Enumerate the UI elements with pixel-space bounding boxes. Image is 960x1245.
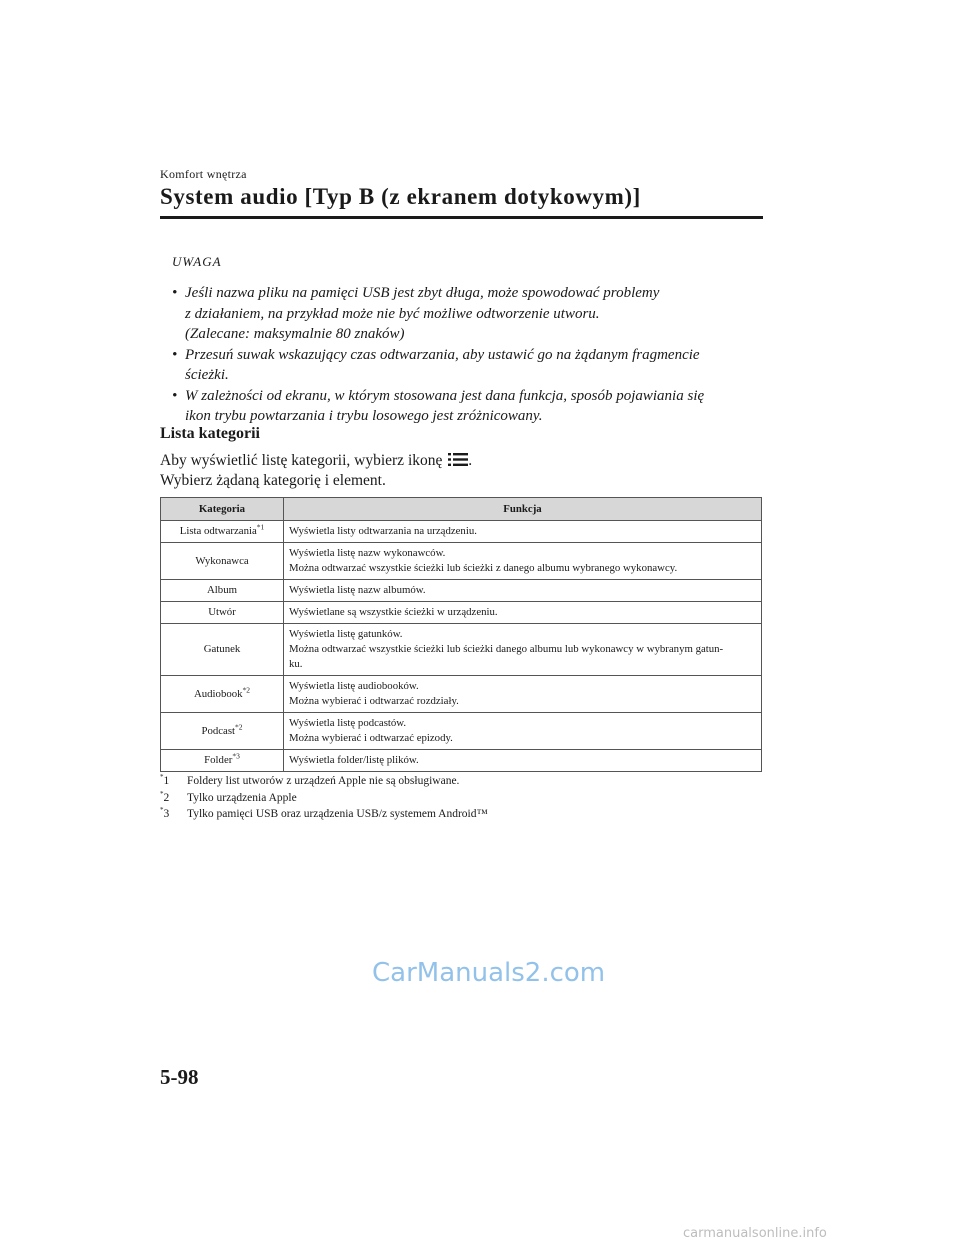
- category-name: Audiobook: [193, 687, 243, 700]
- category-cell: [161, 676, 284, 713]
- table-row: [161, 521, 762, 543]
- table-header-row: [161, 498, 762, 521]
- function-line: Wyświetla listę podcastów.: [289, 717, 407, 729]
- function-line: Można wybierać i odtwarzać rozdziały.: [289, 695, 459, 707]
- function-cell: [284, 580, 762, 602]
- footnotes: [160, 773, 488, 823]
- function-line: Wyświetla listę nazw wykonawców.: [289, 547, 446, 559]
- footnote-ref: *2: [242, 684, 251, 694]
- category-cell: [161, 521, 284, 543]
- category-cell: [161, 750, 284, 772]
- note-line: (Zalecane: maksymalnie 80 znaków): [185, 326, 405, 342]
- table-row: [161, 602, 762, 624]
- function-line: Można odtwarzać wszystkie ścieżki lub ścieżki danego albumu lub wykonawcy w wybranym gatun-: [289, 643, 724, 655]
- bullet-icon: •: [172, 285, 178, 301]
- category-name: Wykonawca: [195, 554, 249, 567]
- function-cell: [284, 602, 762, 624]
- footnote-num: 3: [163, 808, 170, 820]
- footnote-mark: [160, 790, 169, 807]
- table-row: [161, 750, 762, 772]
- category-cell: [161, 543, 284, 580]
- footer-site-watermark: carmanualsonline.info: [683, 1226, 827, 1241]
- function-cell: [284, 624, 762, 676]
- function-cell: [284, 713, 762, 750]
- page-number: 5-98: [160, 1065, 199, 1089]
- function-line: Wyświetla folder/listę plików.: [289, 754, 419, 766]
- header-category: Kategoria: [161, 498, 284, 521]
- footnote-num: 1: [163, 775, 170, 787]
- page-title: System audio [Typ B (z ekranem dotykowym)]: [160, 184, 641, 209]
- category-name: Lista odtwarzania: [179, 525, 257, 537]
- note-line: ikon trybu powtarzania i trybu losowego jest zróżnicowany.: [185, 408, 543, 424]
- table-row: [161, 676, 762, 713]
- function-line: Wyświetlane są wszystkie ścieżki w urządzeniu.: [289, 606, 498, 618]
- note-item: [172, 283, 752, 345]
- footnote: [160, 790, 488, 807]
- category-name: Folder: [204, 754, 233, 766]
- function-line: Wyświetla listę gatunków.: [289, 628, 403, 640]
- note-item: [172, 345, 752, 386]
- footnote-star: *: [160, 789, 164, 798]
- function-line: Wyświetla listę nazw albumów.: [289, 584, 426, 596]
- header-function: Funkcja: [284, 498, 762, 521]
- intro-text-1: [160, 452, 472, 470]
- footnote-ref: *2: [235, 721, 243, 731]
- footnote-mark: [160, 806, 169, 823]
- note-line: W zależności od ekranu, w którym stosowana jest dana funkcja, sposób pojawiania się: [185, 387, 705, 404]
- note-item: [172, 386, 752, 427]
- note-line: Jeśli nazwa pliku na pamięci USB jest zbyt długa, może spowodować problemy: [185, 285, 660, 301]
- function-line: ku.: [289, 658, 303, 670]
- table-row: [161, 543, 762, 580]
- table-body: [161, 521, 762, 772]
- footnote: [160, 773, 488, 790]
- category-list-heading: Lista kategorii: [160, 425, 260, 442]
- intro-text-1-main: Aby wyświetlić listę kategorii, wybierz ikonę: [160, 452, 443, 469]
- footnote-ref: *3: [232, 751, 240, 761]
- function-cell: [284, 750, 762, 772]
- title-divider: [160, 216, 763, 219]
- category-cell: [161, 624, 284, 676]
- table-row: [161, 713, 762, 750]
- function-line: Wyświetla listę audiobooków.: [289, 680, 419, 692]
- bullet-icon: •: [172, 387, 178, 404]
- function-cell: [284, 521, 762, 543]
- category-cell: [161, 580, 284, 602]
- footnote-star: *: [160, 773, 164, 782]
- list-menu-icon: [448, 452, 468, 467]
- category-name: Album: [207, 584, 237, 596]
- intro-text-2: Wybierz żądaną kategorię i element.: [160, 472, 386, 489]
- footnote-mark: [160, 773, 169, 790]
- footnote-num: 2: [163, 791, 170, 804]
- footnote-text: Tylko urządzenia Apple: [187, 791, 297, 804]
- footnote-text: Tylko pamięci USB oraz urządzenia USB/z systemem Android™: [187, 808, 488, 820]
- table-row: [161, 624, 762, 676]
- note-heading: UWAGA: [172, 254, 222, 269]
- footnote-text: Foldery list utworów z urządzeń Apple nie są obsługiwane.: [187, 775, 460, 787]
- footnote: [160, 806, 488, 823]
- category-name: Gatunek: [203, 643, 241, 655]
- note-line: Przesuń suwak wskazujący czas odtwarzania, aby ustawić go na żądanym fragmencie: [185, 346, 700, 363]
- function-line: Wyświetla listy odtwarzania na urządzeniu.: [289, 525, 477, 537]
- note-line: z działaniem, na przykład może nie być możliwe odtworzenie utworu.: [185, 305, 600, 322]
- function-cell: [284, 676, 762, 713]
- footnote-ref: *1: [256, 522, 265, 532]
- category-name: Utwór: [208, 606, 236, 618]
- bullet-icon: •: [172, 346, 178, 363]
- category-table: [160, 497, 762, 772]
- function-line: Można odtwarzać wszystkie ścieżki lub ścieżki z danego albumu wybranego wykonawcy.: [289, 562, 678, 574]
- function-line: Można wybierać i odtwarzać epizody.: [289, 732, 453, 744]
- function-cell: [284, 543, 762, 580]
- intro-text-1-end: .: [468, 452, 473, 469]
- watermark: CarManuals2.com: [372, 958, 606, 988]
- note-list: [172, 283, 752, 427]
- note-line: ścieżki.: [185, 367, 229, 383]
- section-label: Komfort wnętrza: [160, 167, 247, 181]
- category-cell: [161, 713, 284, 750]
- table-row: [161, 580, 762, 602]
- category-cell: [161, 602, 284, 624]
- category-name: Podcast: [201, 724, 236, 737]
- footnote-star: *: [160, 806, 164, 815]
